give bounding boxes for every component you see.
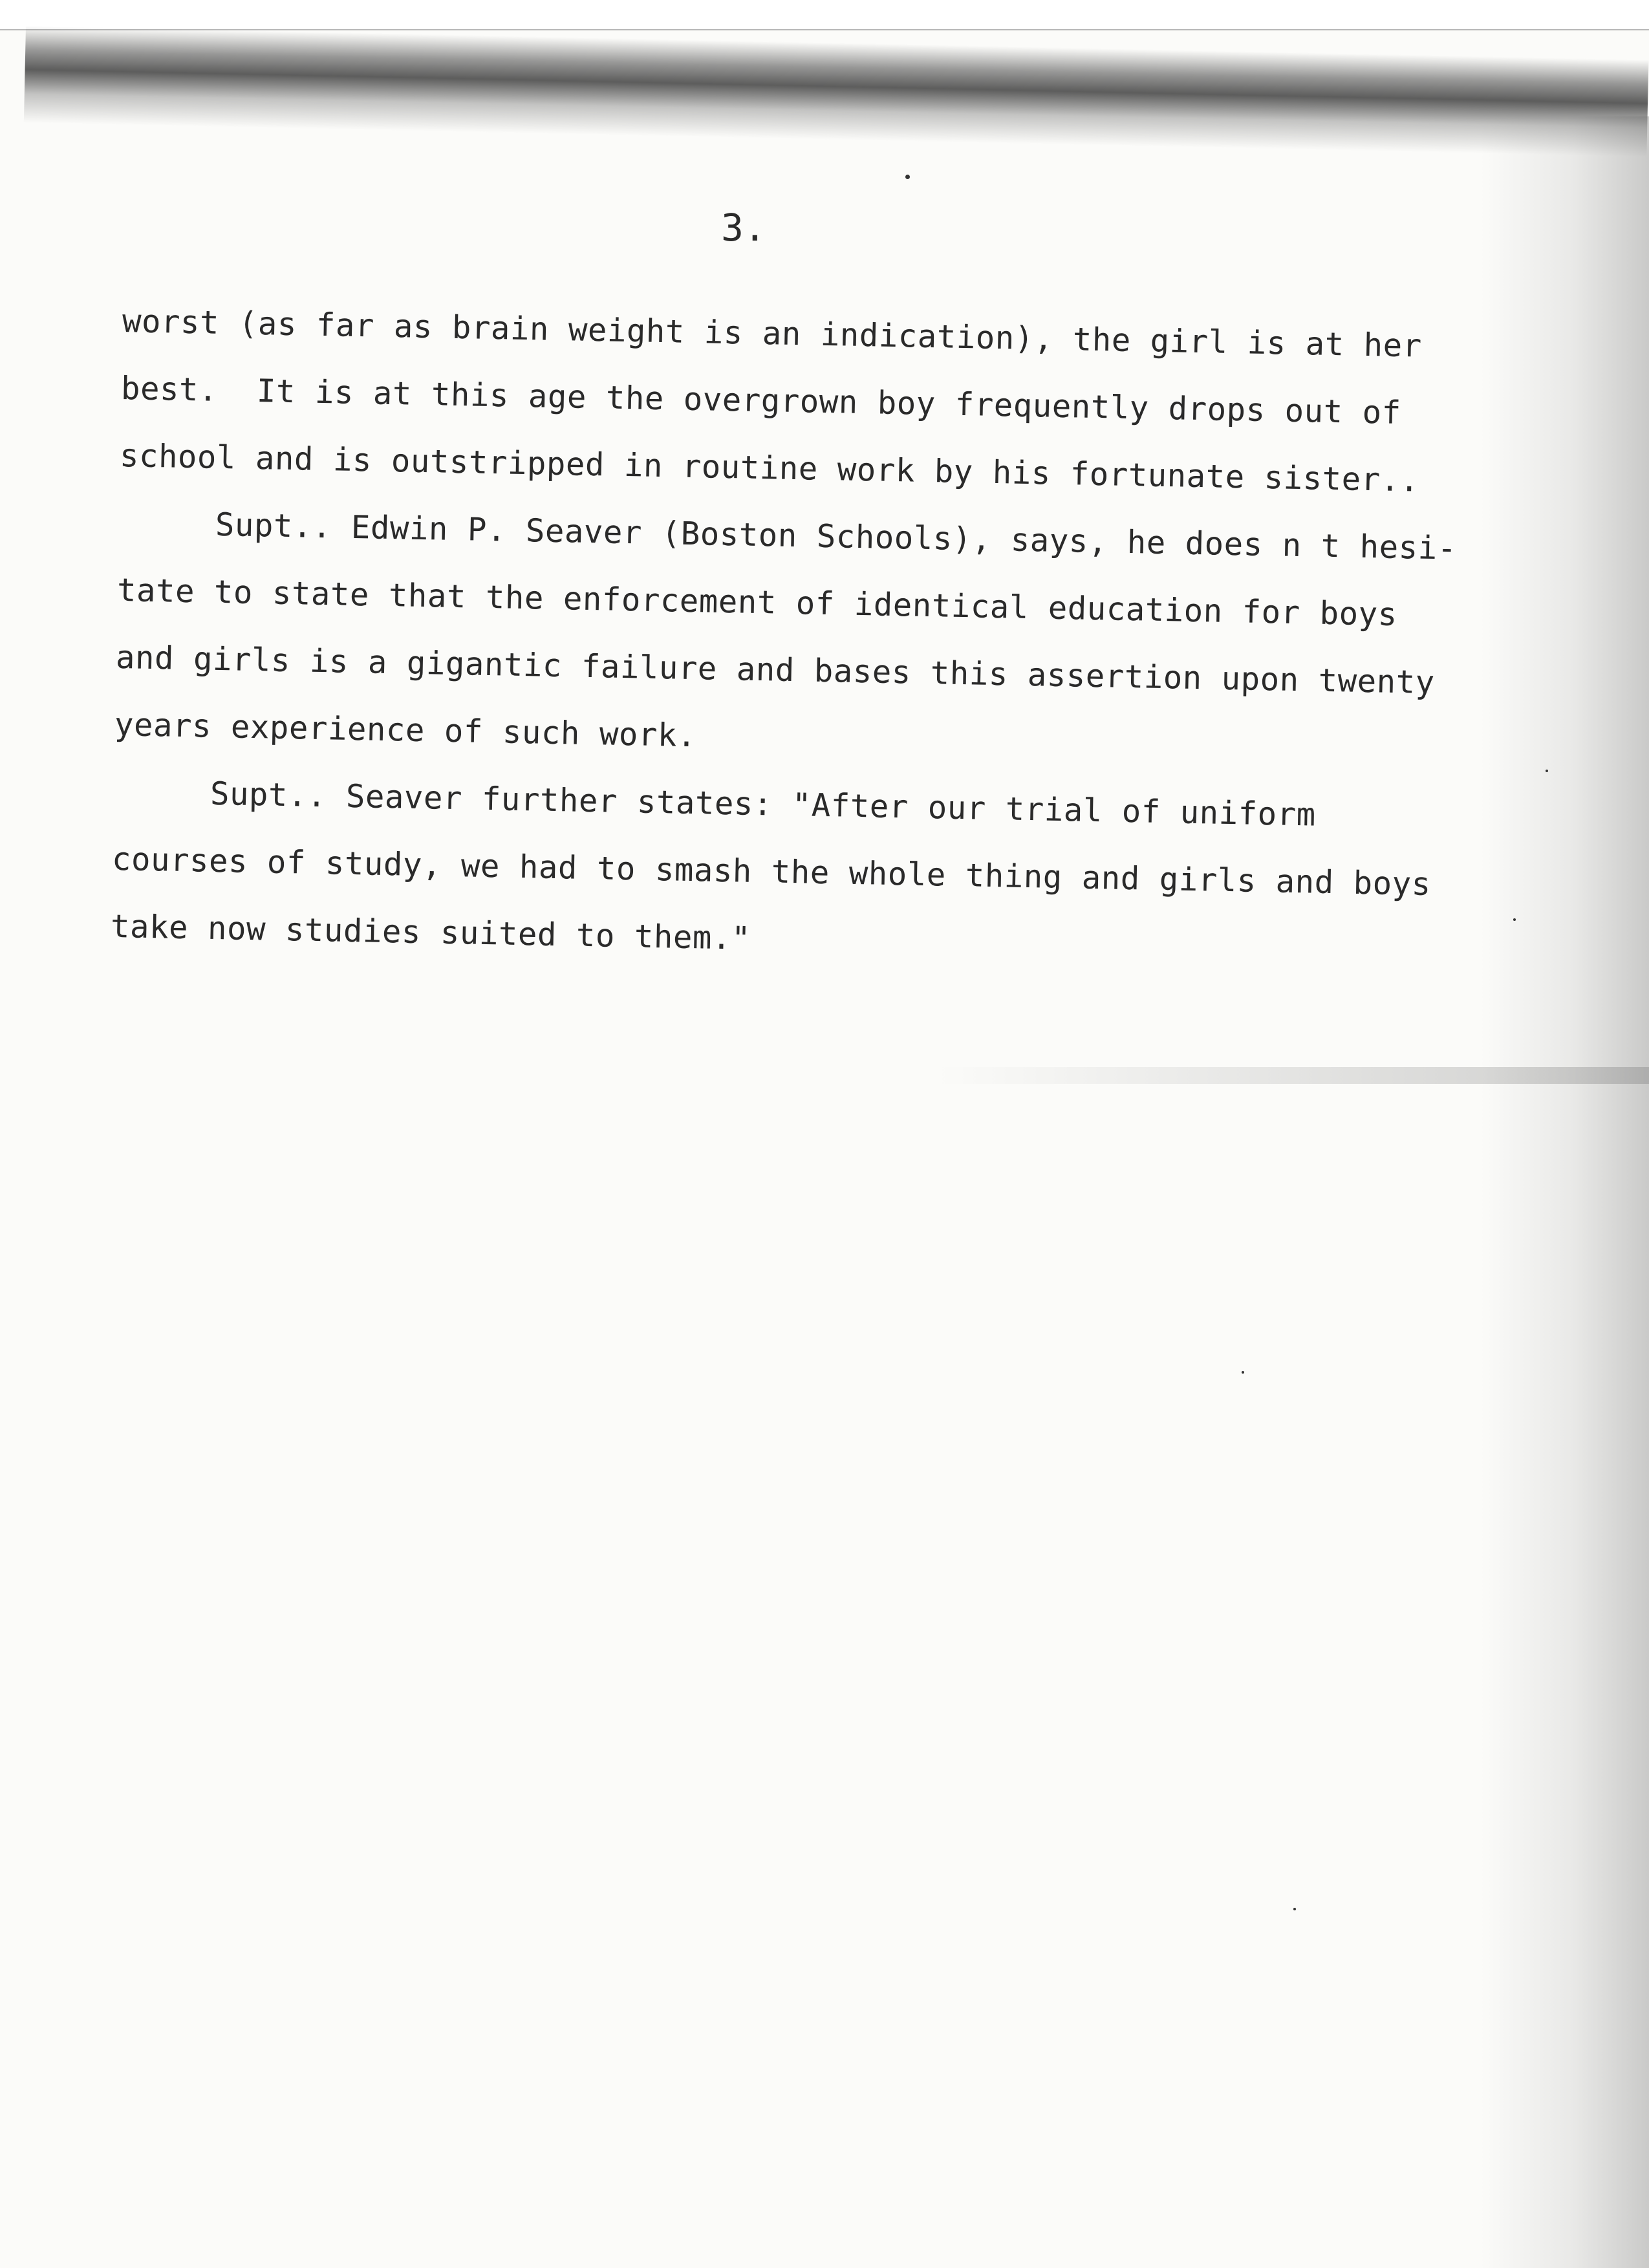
- text-line: Supt.. Edwin P. Seaver (Boston Schools), says, he does n t hesi-: [118, 504, 1458, 567]
- speck: [1242, 1371, 1244, 1374]
- speck: [1293, 1908, 1296, 1910]
- text-line: courses of study, we had to smash the whole thing and girls and boys: [111, 840, 1432, 903]
- text-line: Supt.. Seaver further states: "After our trial of uniform: [113, 773, 1317, 834]
- text-line: tate to state that the enforcement of identical education for boys: [116, 571, 1398, 633]
- scan-right-shadow: [1481, 116, 1649, 2268]
- page-number: 3.: [721, 206, 766, 250]
- body-text: [110, 288, 1458, 986]
- text-line: school and is outstripped in routine work by his fortunate sister..: [119, 437, 1420, 499]
- text-line: worst (as far as brain weight is an indication), the girl is at her: [122, 302, 1423, 365]
- text-line: take now studies suited to them.": [110, 907, 751, 957]
- text-line: best. It is at this age the overgrown boy frequently drops out of: [120, 369, 1402, 431]
- paragraph-3: [110, 759, 1446, 986]
- speck: [905, 175, 910, 179]
- paragraph-2: [114, 490, 1458, 784]
- text-line: and girls is a gigantic failure and bases this assertion upon twenty: [115, 638, 1436, 702]
- paragraph-1: [119, 288, 1455, 515]
- speck: [1513, 918, 1516, 921]
- text-line: years experience of such work.: [114, 706, 697, 755]
- scan-top-edge: [0, 0, 1649, 30]
- scan-streak: [938, 1067, 1649, 1084]
- speck: [1546, 770, 1548, 772]
- scan-shadow-band: [24, 26, 1649, 157]
